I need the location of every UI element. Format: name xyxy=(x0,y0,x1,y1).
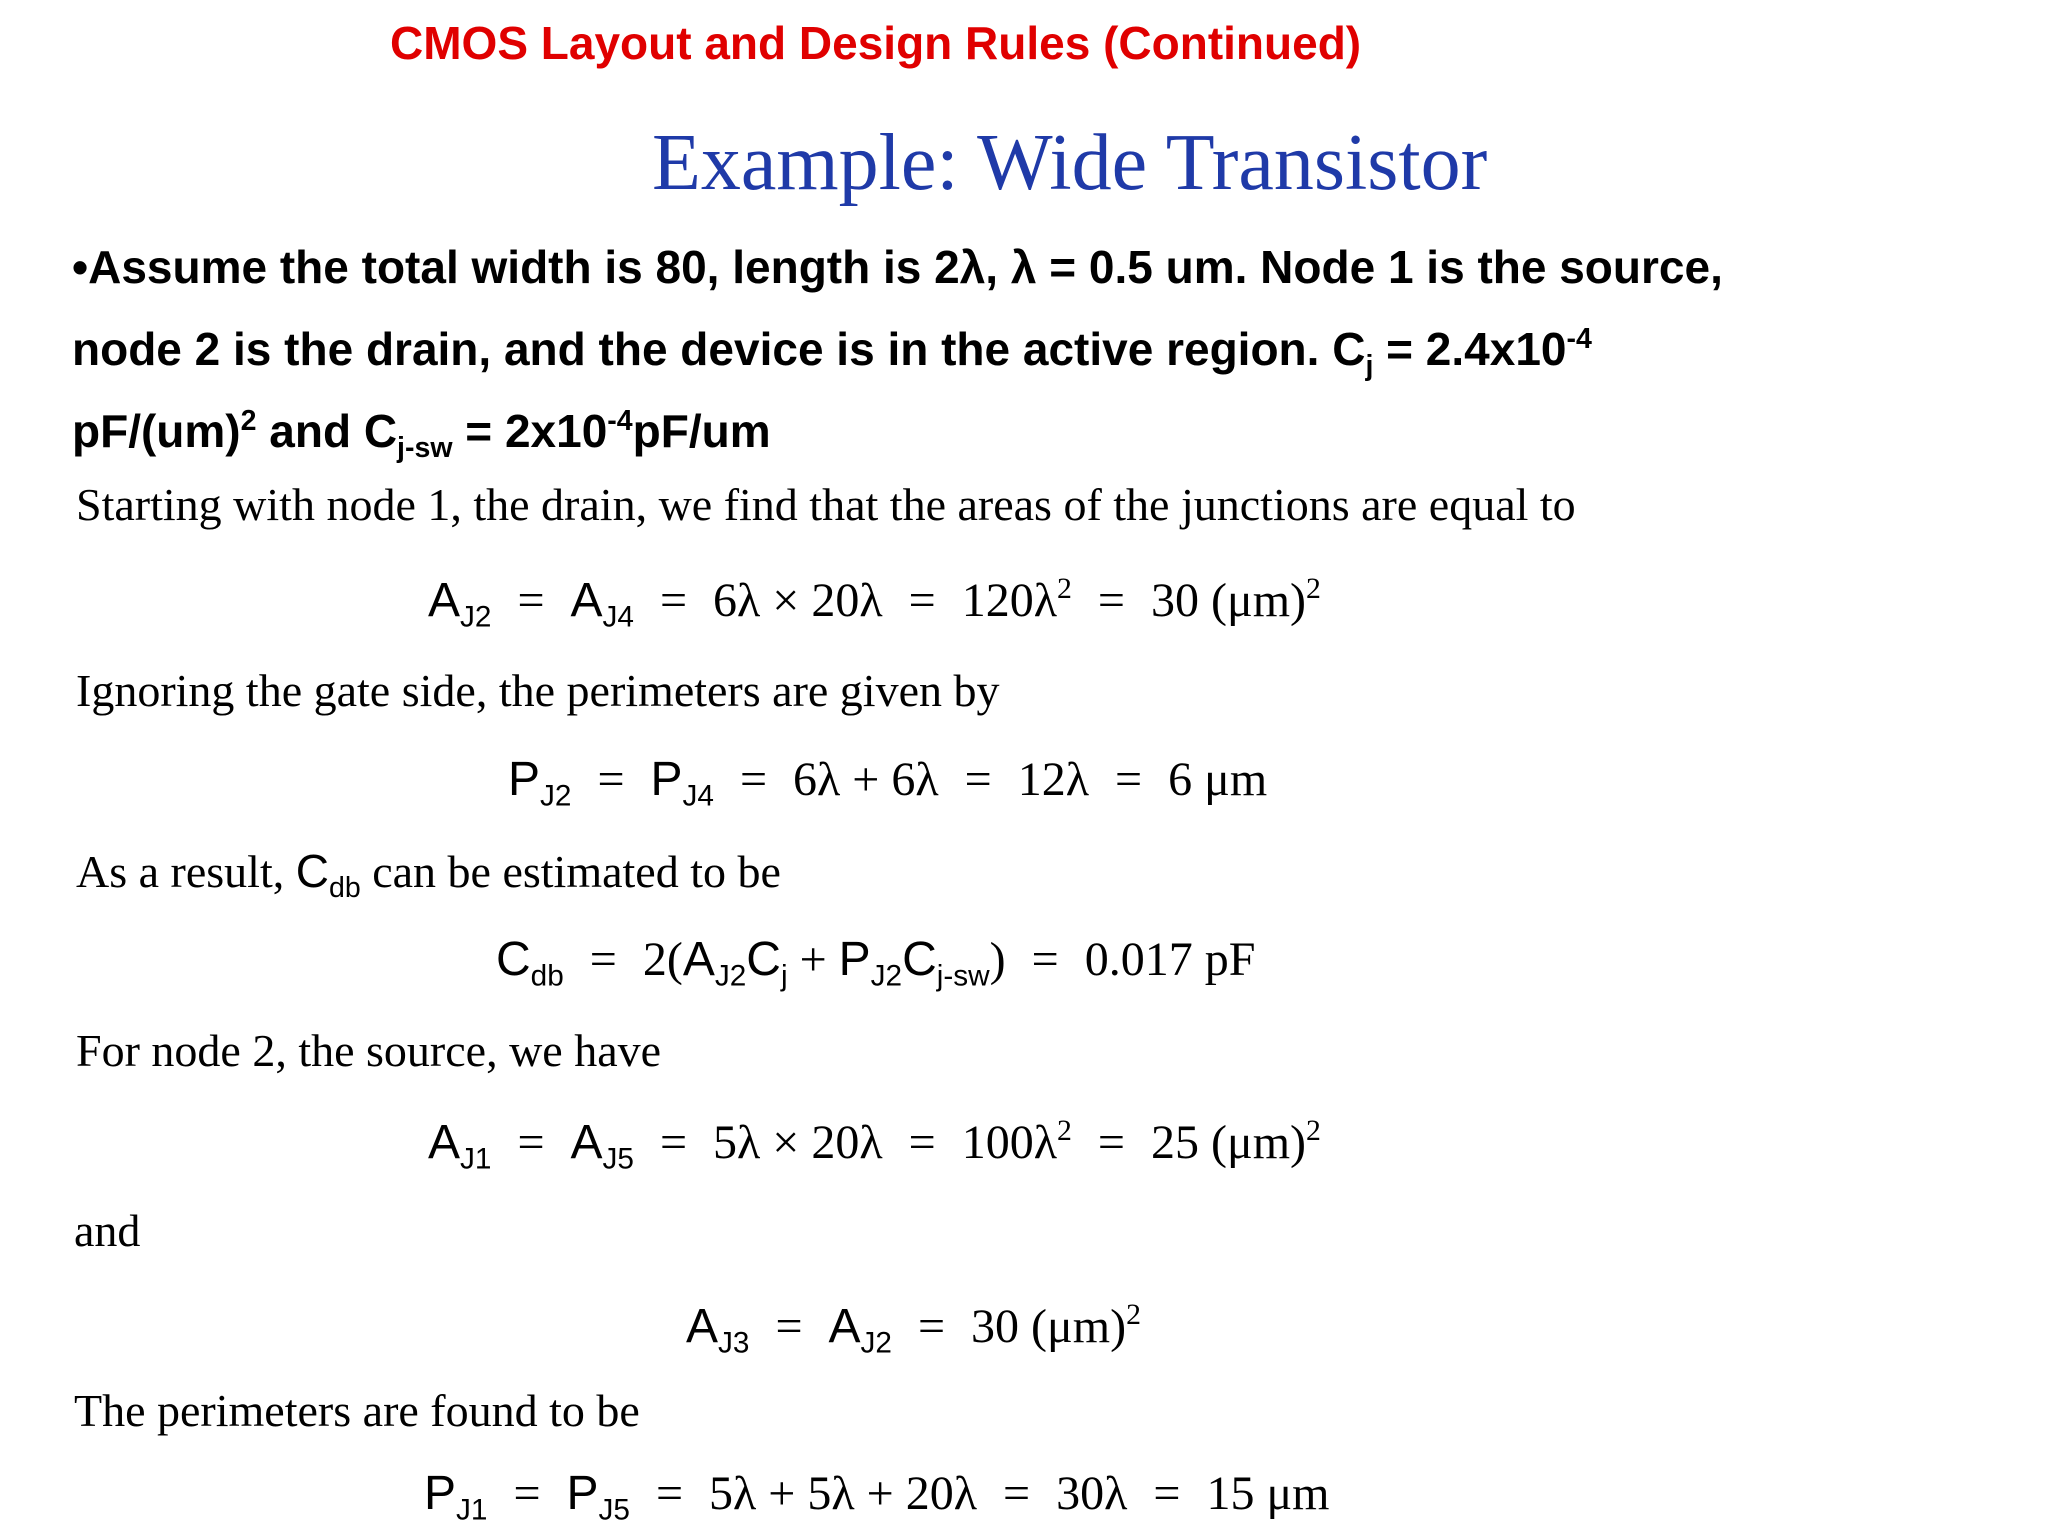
equation-area-source xyxy=(428,1114,1321,1176)
eq-sign: = xyxy=(513,1467,541,1520)
eq-symbol: P xyxy=(566,1467,599,1520)
eq-subscript: db xyxy=(530,959,564,993)
eq-symbol: A xyxy=(828,1299,861,1353)
eq-symbol: P xyxy=(838,933,871,986)
eq-superscript: 2 xyxy=(1306,1114,1321,1147)
assumption-subscript: j xyxy=(1365,349,1374,382)
eq-sign: = xyxy=(655,1467,684,1520)
body-text: As a result, xyxy=(76,846,296,897)
assumption-text: = 2x10 xyxy=(452,405,608,457)
body-text-5: and xyxy=(74,1205,141,1256)
eq-sign: = xyxy=(589,933,617,986)
eq-sign: = xyxy=(597,753,625,806)
eq-symbol: A xyxy=(686,1299,719,1353)
eq-term: ) xyxy=(989,933,1006,986)
eq-sign: = xyxy=(964,753,992,806)
eq-term: 0.017 pF xyxy=(1084,933,1256,986)
eq-symbol: P xyxy=(650,753,683,806)
eq-term: 5λ × 20λ xyxy=(713,1115,883,1169)
eq-subscript: J2 xyxy=(540,779,572,813)
assumption-superscript: -4 xyxy=(607,404,633,437)
assumption-text: pF/(um) xyxy=(72,405,241,457)
eq-subscript: J2 xyxy=(870,959,903,993)
body-text-4: For node 2, the source, we have xyxy=(76,1025,662,1076)
eq-term: 12λ xyxy=(1017,753,1090,806)
eq-sign: = xyxy=(908,573,936,627)
assumption-text: pF/um xyxy=(632,405,771,457)
assumption-superscript: -4 xyxy=(1566,322,1592,355)
eq-term: 15 μm xyxy=(1206,1467,1330,1520)
body-text-6: The perimeters are found to be xyxy=(74,1385,640,1436)
equation-area-j3 xyxy=(686,1298,1141,1360)
eq-superscript: 2 xyxy=(1306,572,1321,605)
eq-term: 30λ xyxy=(1056,1467,1128,1520)
eq-subscript: J1 xyxy=(456,1493,488,1527)
eq-subscript: J2 xyxy=(860,1326,892,1360)
eq-symbol: A xyxy=(428,1115,461,1169)
eq-sign: = xyxy=(917,1299,946,1353)
eq-subscript: J2 xyxy=(460,600,492,634)
body-text-1: Starting with node 1, the drain, we find that the areas of the junctions are equal to xyxy=(76,479,1576,530)
eq-sign: = xyxy=(739,753,768,806)
eq-sign: = xyxy=(517,573,545,627)
body-text: can be estimated to be xyxy=(360,846,781,897)
slide-title: Example: Wide Transistor xyxy=(652,119,1488,207)
assumption-text: and C xyxy=(256,405,398,457)
equation-cdb xyxy=(496,932,1255,993)
eq-term: 30 (μm) xyxy=(1150,573,1307,627)
eq-symbol: C xyxy=(746,933,781,986)
eq-term: 2( xyxy=(642,933,683,986)
eq-sign: = xyxy=(1153,1467,1181,1520)
assumption-text: node 2 is the drain, and the device is in the active region. C xyxy=(72,323,1366,375)
eq-term: 25 (μm) xyxy=(1150,1115,1307,1169)
eq-sign: = xyxy=(1031,933,1059,986)
eq-symbol: A xyxy=(570,573,603,627)
equation-perimeter-source xyxy=(424,1466,1330,1527)
eq-symbol: C xyxy=(902,933,937,986)
eq-symbol: C xyxy=(295,845,329,897)
eq-sign: = xyxy=(1003,1467,1031,1520)
assumption-subscript: j-sw xyxy=(397,431,453,464)
eq-subscript: db xyxy=(328,871,361,904)
assumption-text: = 2.4x10 xyxy=(1373,323,1567,375)
assumption-superscript: 2 xyxy=(240,404,257,437)
body-text-3 xyxy=(76,844,781,905)
eq-subscript: j xyxy=(780,959,788,993)
body-text-2: Ignoring the gate side, the perimeters are given by xyxy=(76,665,1000,716)
eq-term: 6 μm xyxy=(1168,753,1268,806)
eq-sign: = xyxy=(1097,1115,1125,1169)
eq-sign: = xyxy=(1115,753,1143,806)
equation-area-drain xyxy=(428,572,1321,634)
eq-subscript: J1 xyxy=(460,1142,492,1176)
eq-term: + xyxy=(787,933,839,986)
eq-sign: = xyxy=(1097,573,1125,627)
eq-subscript: J5 xyxy=(598,1493,630,1527)
eq-superscript: 2 xyxy=(1126,1298,1141,1331)
assumption-line-1: •Assume the total width is 80, length is 2λ, λ = 0.5 um. Node 1 is the source, xyxy=(72,241,1723,293)
eq-symbol: A xyxy=(570,1115,603,1169)
eq-term: 100λ xyxy=(961,1115,1058,1169)
eq-symbol: P xyxy=(424,1467,457,1520)
header-title: CMOS Layout and Design Rules (Continued) xyxy=(390,17,1362,69)
eq-subscript: J4 xyxy=(682,779,714,813)
eq-superscript: 2 xyxy=(1057,572,1072,605)
eq-symbol: C xyxy=(496,933,531,986)
eq-term: 30 (μm) xyxy=(971,1299,1127,1353)
equation-perimeter-drain xyxy=(508,752,1267,813)
eq-sign: = xyxy=(659,1115,688,1169)
eq-symbol: P xyxy=(508,753,541,806)
eq-superscript: 2 xyxy=(1057,1114,1072,1147)
eq-sign: = xyxy=(517,1115,545,1169)
eq-subscript: J2 xyxy=(714,959,747,993)
eq-subscript: J3 xyxy=(718,1326,750,1360)
eq-subscript: J5 xyxy=(602,1142,634,1176)
eq-sign: = xyxy=(775,1299,803,1353)
eq-symbol: A xyxy=(428,573,461,627)
eq-sign: = xyxy=(659,573,688,627)
assumption-line-3 xyxy=(72,404,771,465)
eq-term: 5λ + 5λ + 20λ xyxy=(709,1467,977,1520)
assumption-line-2 xyxy=(72,322,1592,383)
eq-sign: = xyxy=(908,1115,936,1169)
eq-term: 120λ xyxy=(961,573,1058,627)
eq-term: 6λ + 6λ xyxy=(793,753,939,806)
eq-symbol: A xyxy=(682,933,715,986)
eq-subscript: j-sw xyxy=(936,959,990,993)
eq-subscript: J4 xyxy=(602,600,634,634)
eq-term: 6λ × 20λ xyxy=(713,573,883,627)
